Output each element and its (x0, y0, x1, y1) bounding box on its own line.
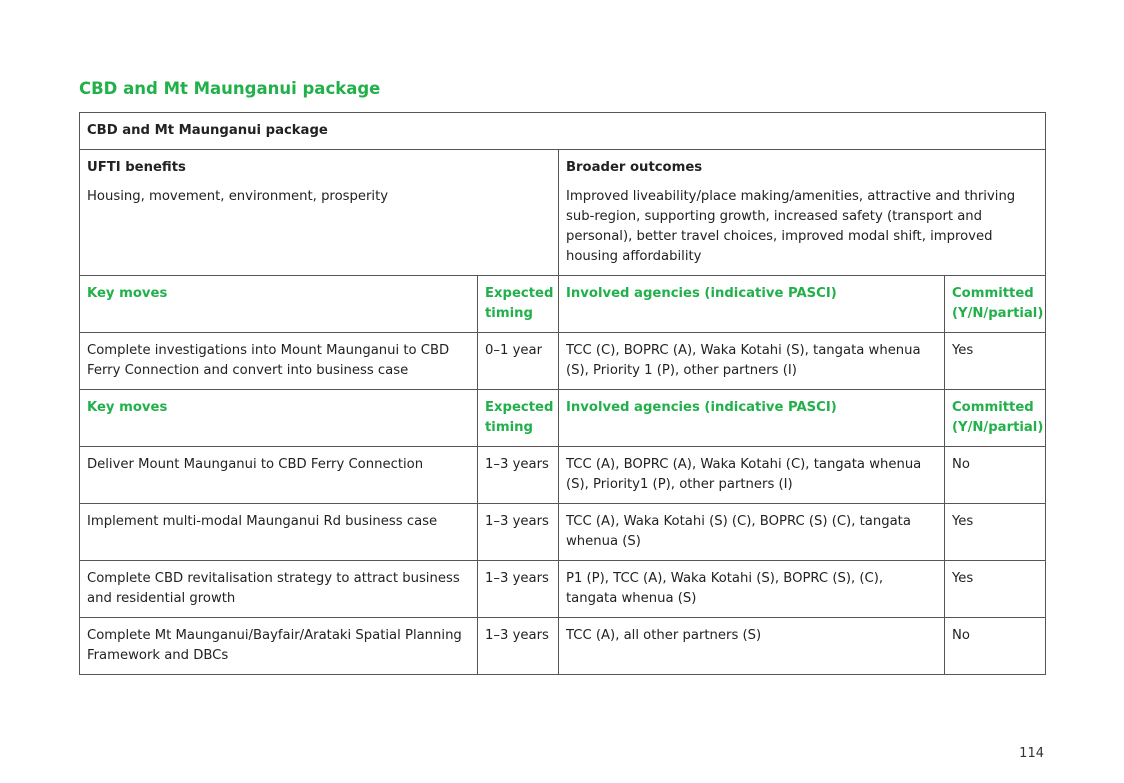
committed-cell: No (945, 447, 1046, 504)
key-move-cell: Complete CBD revitalisation strategy to attract business and residential growth (80, 561, 478, 618)
header-involved-agencies: Involved agencies (indicative PASCI) (559, 276, 945, 333)
header-committed: Committed (Y/N/partial) (945, 390, 1046, 447)
ufti-benefits-label: UFTI benefits (87, 160, 186, 175)
committed-cell: Yes (945, 504, 1046, 561)
section-heading: CBD and Mt Maunganui package (79, 79, 381, 98)
ufti-benefits-cell (80, 150, 559, 276)
header-involved-agencies: Involved agencies (indicative PASCI) (559, 390, 945, 447)
agencies-cell: TCC (A), BOPRC (A), Waka Kotahi (C), tangata whenua (S), Priority1 (P), other partners (I) (559, 447, 945, 504)
table-title: CBD and Mt Maunganui package (80, 113, 1046, 150)
key-move-cell: Complete Mt Maunganui/Bayfair/Arataki Spatial Planning Framework and DBCs (80, 618, 478, 675)
agencies-cell: TCC (A), Waka Kotahi (S) (C), BOPRC (S) (C), tangata whenua (S) (559, 504, 945, 561)
timing-cell: 1–3 years (478, 561, 559, 618)
header-expected-timing: Expected timing (478, 276, 559, 333)
page-number: 114 (1019, 746, 1044, 761)
key-move-cell: Deliver Mount Maunganui to CBD Ferry Connection (80, 447, 478, 504)
timing-cell: 1–3 years (478, 618, 559, 675)
benefits-row (80, 150, 1046, 276)
column-header-row-repeat (80, 390, 1046, 447)
header-expected-timing: Expected timing (478, 390, 559, 447)
committed-cell: Yes (945, 561, 1046, 618)
table-title-row (80, 113, 1046, 150)
table-row (80, 447, 1046, 504)
timing-cell: 0–1 year (478, 333, 559, 390)
agencies-cell: P1 (P), TCC (A), Waka Kotahi (S), BOPRC (S), (C), tangata whenua (S) (559, 561, 945, 618)
package-table (79, 112, 1046, 675)
broader-outcomes-text: Improved liveability/place making/amenities, attractive and thriving sub-region, supporting growth, increased safety (transport and personal), better travel choices, improved modal shift, improved housing affordability (566, 189, 1016, 264)
header-key-moves: Key moves (80, 276, 478, 333)
committed-cell: Yes (945, 333, 1046, 390)
key-move-cell: Implement multi-modal Maunganui Rd business case (80, 504, 478, 561)
table-row (80, 618, 1046, 675)
agencies-cell: TCC (C), BOPRC (A), Waka Kotahi (S), tangata whenua (S), Priority 1 (P), other partners (I) (559, 333, 945, 390)
header-key-moves: Key moves (80, 390, 478, 447)
key-move-cell: Complete investigations into Mount Maunganui to CBD Ferry Connection and convert into business case (80, 333, 478, 390)
committed-cell: No (945, 618, 1046, 675)
agencies-cell: TCC (A), all other partners (S) (559, 618, 945, 675)
table-row (80, 561, 1046, 618)
header-committed: Committed (Y/N/partial) (945, 276, 1046, 333)
column-header-row (80, 276, 1046, 333)
table-row (80, 333, 1046, 390)
ufti-benefits-text: Housing, movement, environment, prosperity (87, 189, 389, 204)
timing-cell: 1–3 years (478, 504, 559, 561)
table-row (80, 504, 1046, 561)
broader-outcomes-label: Broader outcomes (566, 160, 703, 175)
broader-outcomes-cell (559, 150, 1046, 276)
timing-cell: 1–3 years (478, 447, 559, 504)
